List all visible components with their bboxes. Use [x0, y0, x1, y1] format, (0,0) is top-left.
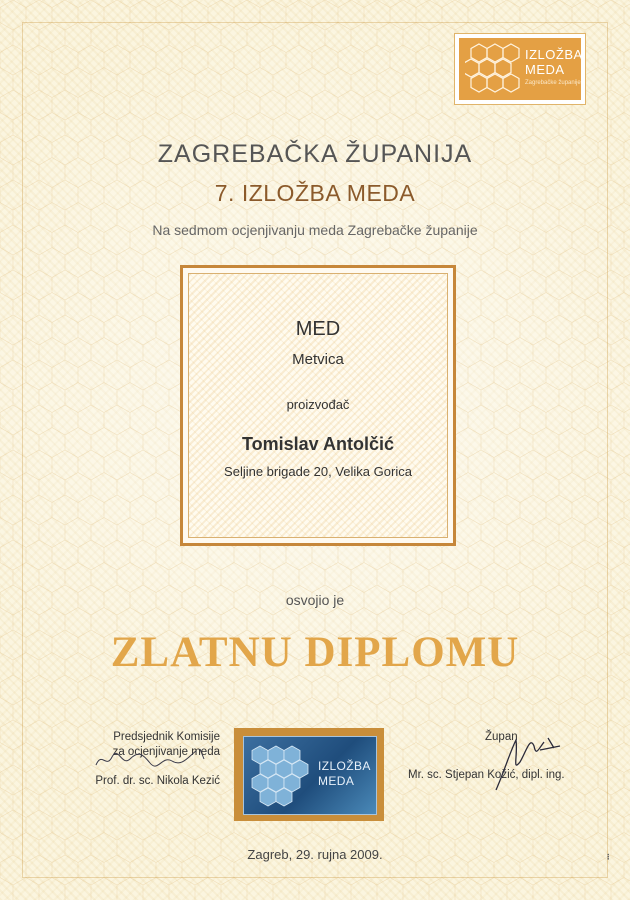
- producer-address: Seljine brigade 20, Velika Gorica: [224, 464, 412, 479]
- logo-small-text: Zagrebačke županije: [525, 80, 581, 86]
- producer-label: proizvođač: [286, 397, 350, 412]
- right-signatory-name: Mr. sc. Stjepan Kožić, dipl. ing.: [408, 769, 565, 781]
- logo-line-1: IZLOŽBA: [525, 47, 583, 62]
- left-handwritten-signature: [92, 745, 212, 775]
- product-name: MED: [295, 318, 341, 340]
- seal-line-1: IZLOŽBA: [318, 759, 371, 773]
- seal-line-2: MEDA: [318, 774, 355, 788]
- exhibition-logo: [454, 33, 586, 105]
- producer-name: Tomislav Antolčić: [241, 434, 395, 454]
- won-label: osvojio je: [285, 592, 345, 608]
- entry-frame: [180, 265, 456, 546]
- right-handwritten-signature: [490, 732, 570, 792]
- exhibition-seal: [234, 728, 384, 821]
- issue-date: Zagreb, 29. rujna 2009.: [247, 847, 383, 862]
- event-title: 7. IZLOŽBA MEDA: [214, 180, 416, 206]
- left-role-line-2: za ocjenjivanje meda: [112, 746, 220, 758]
- honey-variety: Metvica: [292, 351, 344, 368]
- entry-panel: [188, 273, 448, 538]
- subtitle: Na sedmom ocjenjivanju meda Zagrebačke županije: [152, 222, 478, 238]
- left-role-line-1: Predsjednik Komisije: [113, 731, 220, 743]
- award-title: ZLATNU DIPLOMU: [110, 629, 520, 676]
- left-signatory-name: Prof. dr. sc. Nikola Kezić: [95, 775, 220, 787]
- logo-line-2: MEDA: [525, 62, 565, 77]
- right-role: Župan: [485, 731, 518, 743]
- honeycomb-seal-icon: [250, 744, 316, 808]
- honeycomb-icon: [465, 42, 521, 96]
- printer-mark: ▪▪▪: [606, 853, 612, 860]
- county-title: ZAGREBAČKA ŽUPANIJA: [157, 140, 473, 168]
